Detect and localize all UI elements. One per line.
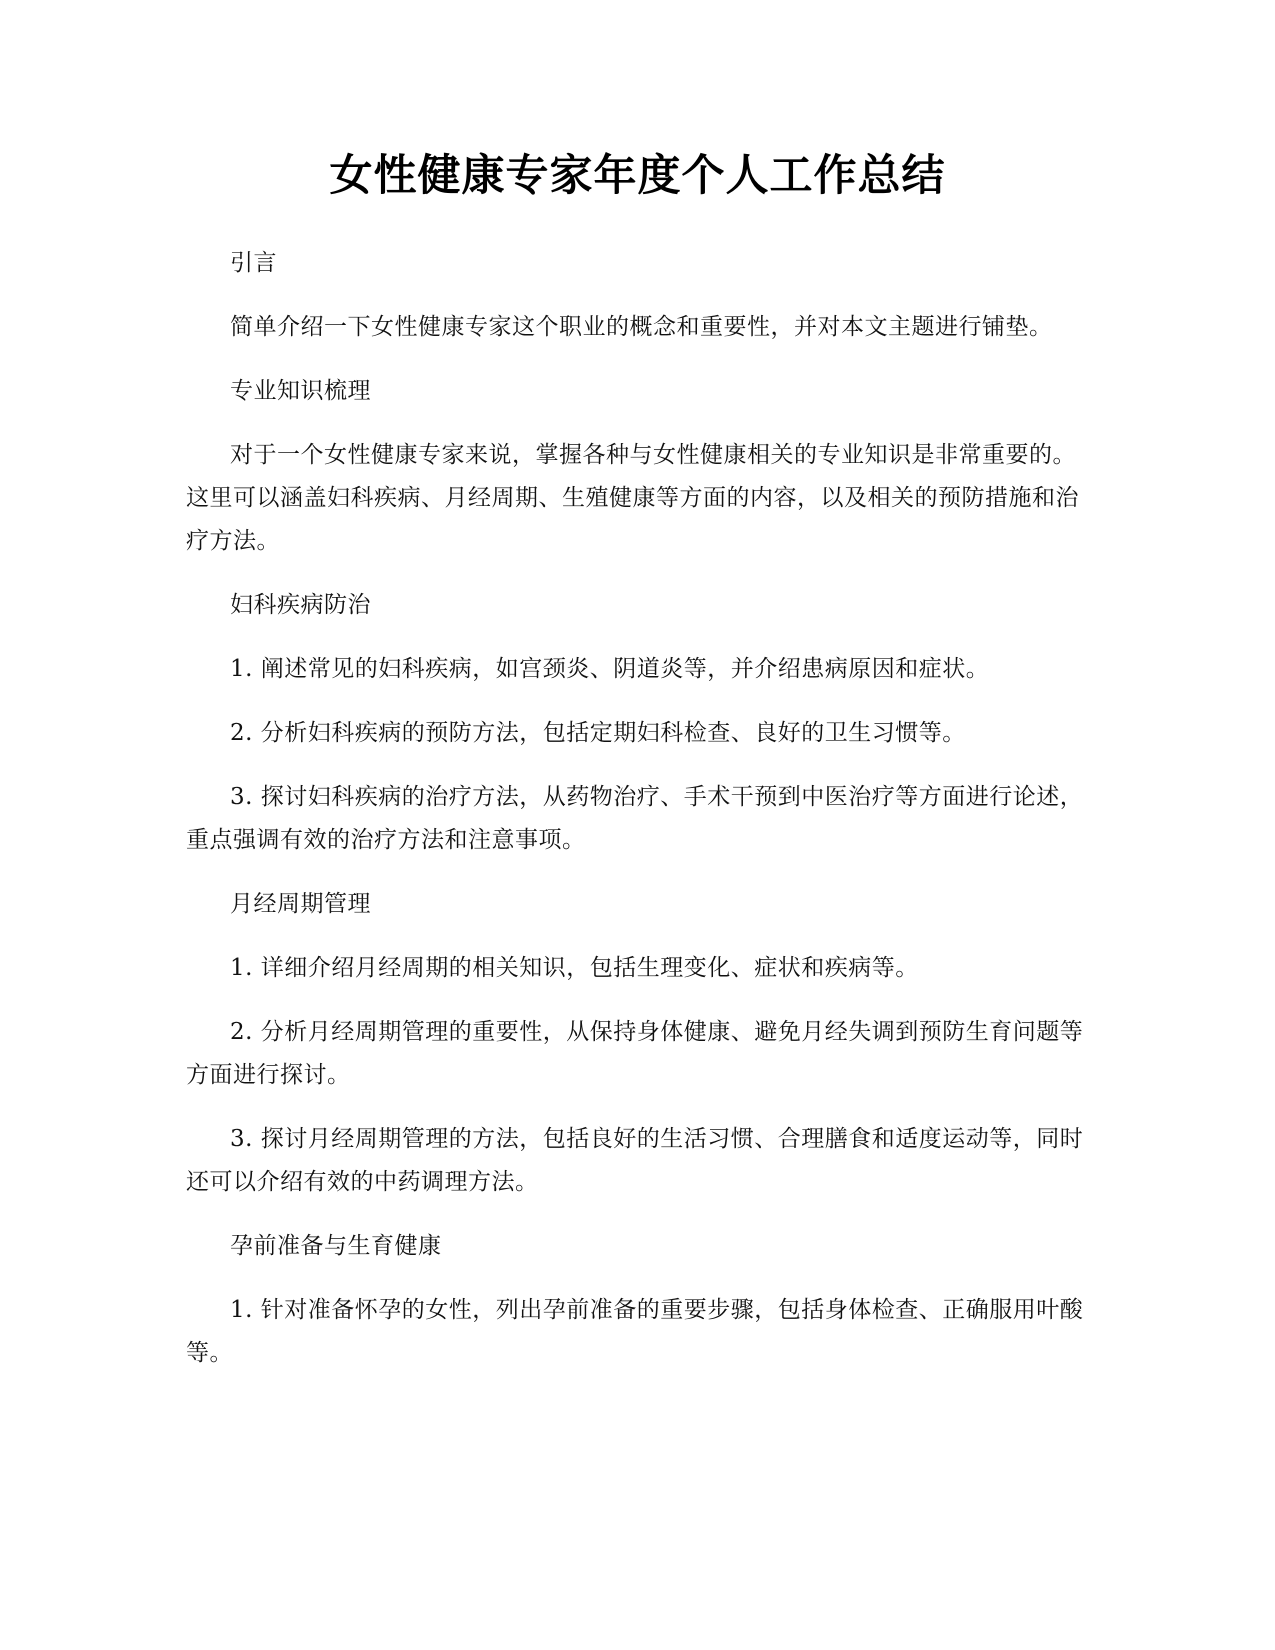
heading-gynecological-disease: 妇科疾病防治 [230, 592, 371, 618]
heading-professional-knowledge: 专业知识梳理 [230, 378, 371, 404]
paragraph-professional-knowledge: 对于一个女性健康专家来说，掌握各种与女性健康相关的专业知识是非常重要的。这里可以涵盖妇科疾病、月经周期、生殖健康等方面的内容，以及相关的预防措施和治疗方法。 [186, 442, 1079, 554]
heading-menstrual-cycle: 月经周期管理 [230, 891, 371, 917]
list-item-menstrual-2: 2. 分析月经周期管理的重要性，从保持身体健康、避免月经失调到预防生育问题等方面进行探讨。 [186, 1019, 1084, 1088]
paragraph-introduction: 简单介绍一下女性健康专家这个职业的概念和重要性，并对本文主题进行铺垫。 [230, 314, 1053, 340]
document-body [186, 242, 1090, 1396]
list-item-gynecological-1: 1. 阐述常见的妇科疾病，如宫颈炎、阴道炎等，并介绍患病原因和症状。 [230, 656, 990, 682]
list-item-gynecological-2: 2. 分析妇科疾病的预防方法，包括定期妇科检查、良好的卫生习惯等。 [230, 720, 966, 746]
list-item-menstrual-3: 3. 探讨月经周期管理的方法，包括良好的生活习惯、合理膳食和适度运动等，同时还可以介绍有效的中药调理方法。 [186, 1126, 1084, 1195]
document-title: 女性健康专家年度个人工作总结 [329, 151, 946, 201]
list-item-gynecological-3: 3. 探讨妇科疾病的治疗方法，从药物治疗、手术干预到中医治疗等方面进行论述，重点强调有效的治疗方法和注意事项。 [186, 784, 1084, 853]
list-item-pregnancy-1: 1. 针对准备怀孕的女性，列出孕前准备的重要步骤，包括身体检查、正确服用叶酸等。 [186, 1297, 1084, 1366]
heading-pregnancy-preparation: 孕前准备与生育健康 [230, 1233, 442, 1259]
heading-introduction: 引言 [230, 250, 277, 276]
list-item-menstrual-1: 1. 详细介绍月经周期的相关知识，包括生理变化、症状和疾病等。 [230, 955, 919, 981]
